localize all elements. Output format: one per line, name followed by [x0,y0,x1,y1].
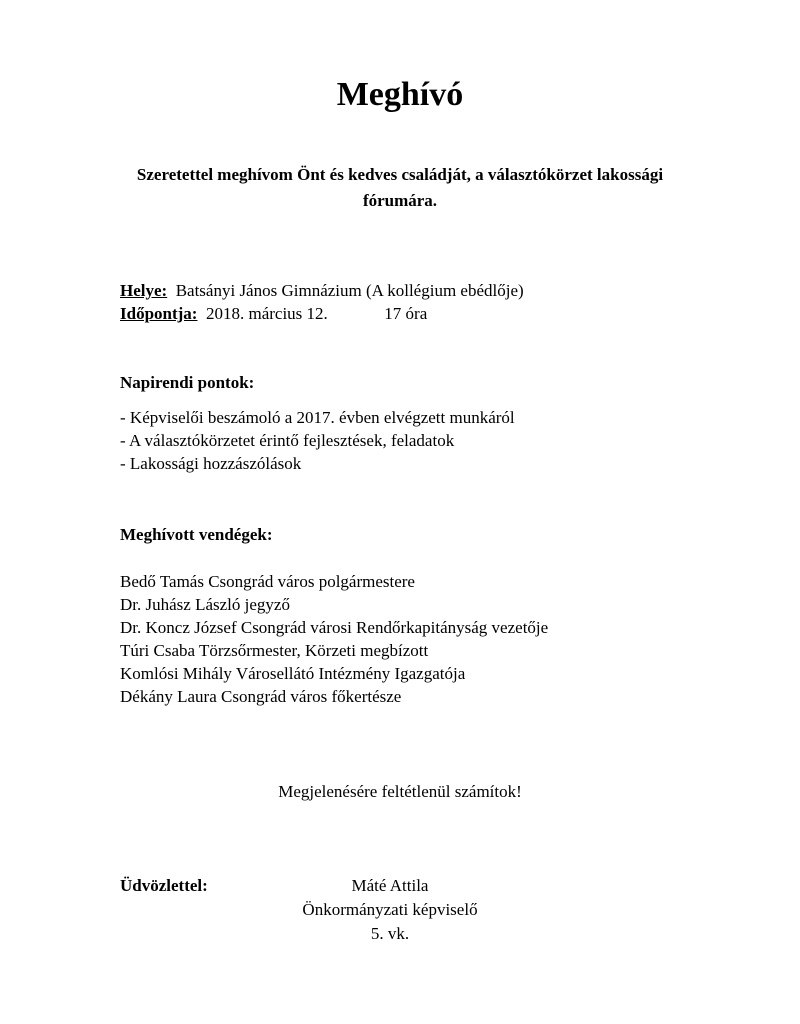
list-item: Dr. Juhász László jegyző [120,595,290,614]
list-item: Túri Csaba Törzsőrmester, Körzeti megbízott [120,641,429,660]
list-item: Komlósi Mihály Városellátó Intézmény Igazgatója [120,664,466,683]
list-item: Dr. Koncz József Csongrád városi Rendőrkapitányság vezetője [120,618,549,637]
list-item: - Lakossági hozzászólások [120,454,302,473]
signer-role: Önkormányzati képviselő [302,900,478,919]
place-label: Helye: [120,281,168,300]
signer-district: 5. vk. [370,924,410,943]
list-item: Dékány Laura Csongrád város főkertésze [120,687,402,706]
date-value: 2018. március 12. [205,304,328,323]
closing-line: Megjelenésére feltétlenül számítok! [278,782,522,801]
agenda-heading: Napirendi pontok: [120,373,255,392]
signer-name: Máté Attila [351,876,429,895]
document-title: Meghívó [336,76,464,113]
place-value: Batsányi János Gimnázium (A kollégium ebédlője) [175,281,524,300]
agenda-list [120,406,515,475]
greeting: Üdvözlettel: [120,876,208,895]
guests-heading: Meghívott vendégek: [120,525,273,544]
time-label: Időpontja: [120,304,198,323]
place-row [120,279,524,302]
list-item: - A választókörzetet érintő fejlesztések, feladatok [120,431,455,450]
list-item: - Képviselői beszámoló a 2017. évben elvégzett munkáról [120,408,515,427]
guests-list [120,570,548,708]
invitation-intro: Szeretettel meghívom Önt és kedves családját, a választókörzet lakossági fórumára. [136,165,664,210]
list-item: Bedő Tamás Csongrád város polgármestere [120,572,415,591]
hour-value: 17 óra [384,304,428,323]
time-row [120,302,427,325]
